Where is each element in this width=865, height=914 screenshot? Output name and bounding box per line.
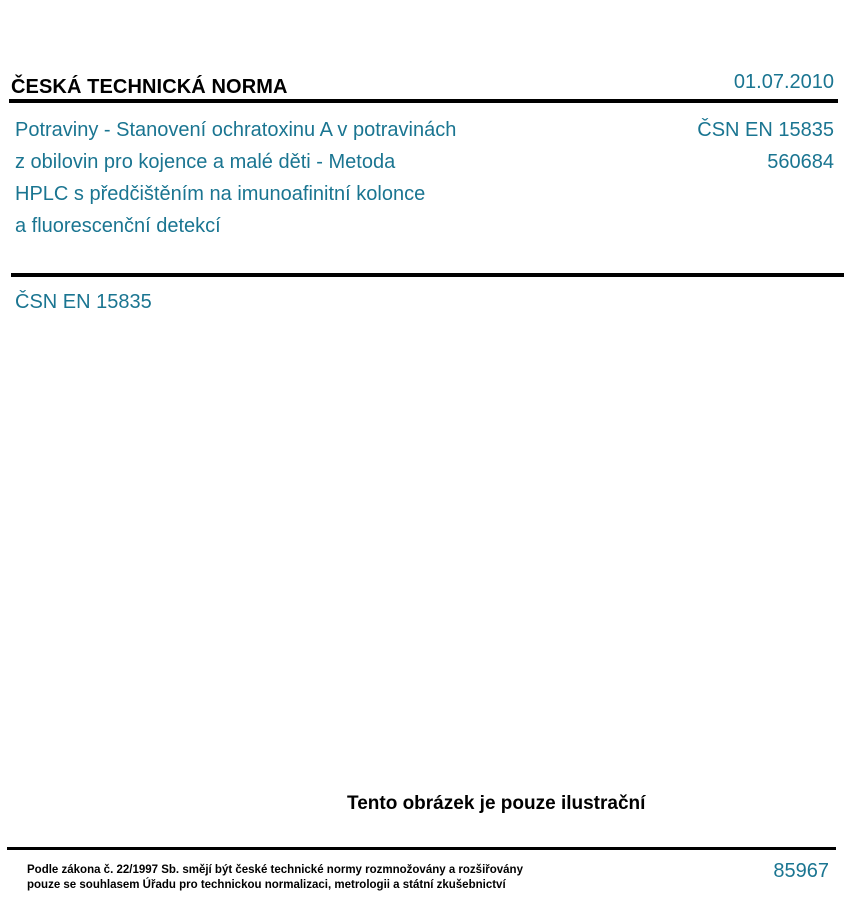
catalog-number: 85967 — [773, 860, 829, 882]
footer-divider — [7, 847, 836, 850]
title-line: a fluorescenční detekcí — [15, 215, 221, 237]
standard-identifiers — [697, 114, 834, 178]
header-divider — [9, 99, 838, 103]
illustration-note: Tento obrázek je pouze ilustrační — [347, 793, 646, 814]
standard-title — [15, 114, 535, 242]
title-line: HPLC s předčištěním na imunoafinitní kolonce — [15, 183, 426, 205]
document-heading: ČESKÁ TECHNICKÁ NORMA — [11, 76, 288, 98]
publication-date: 01.07.2010 — [733, 71, 834, 93]
title-line: Potraviny - Stanovení ochratoxinu A v potravinách — [15, 119, 457, 141]
title-line: z obilovin pro kojence a malé děti - Metoda — [15, 151, 396, 173]
class-number: 560684 — [767, 151, 834, 173]
legal-notice — [27, 863, 523, 893]
standard-reference: ČSN EN 15835 — [15, 291, 152, 313]
standard-code: ČSN EN 15835 — [697, 119, 834, 141]
legal-notice-line: pouze se souhlasem Úřadu pro technickou normalizaci, metrologii a státní zkušebnictví — [27, 879, 506, 891]
legal-notice-line: Podle zákona č. 22/1997 Sb. smějí být české technické normy rozmnožovány a rozšiřovány — [27, 864, 523, 876]
title-divider — [11, 273, 844, 277]
